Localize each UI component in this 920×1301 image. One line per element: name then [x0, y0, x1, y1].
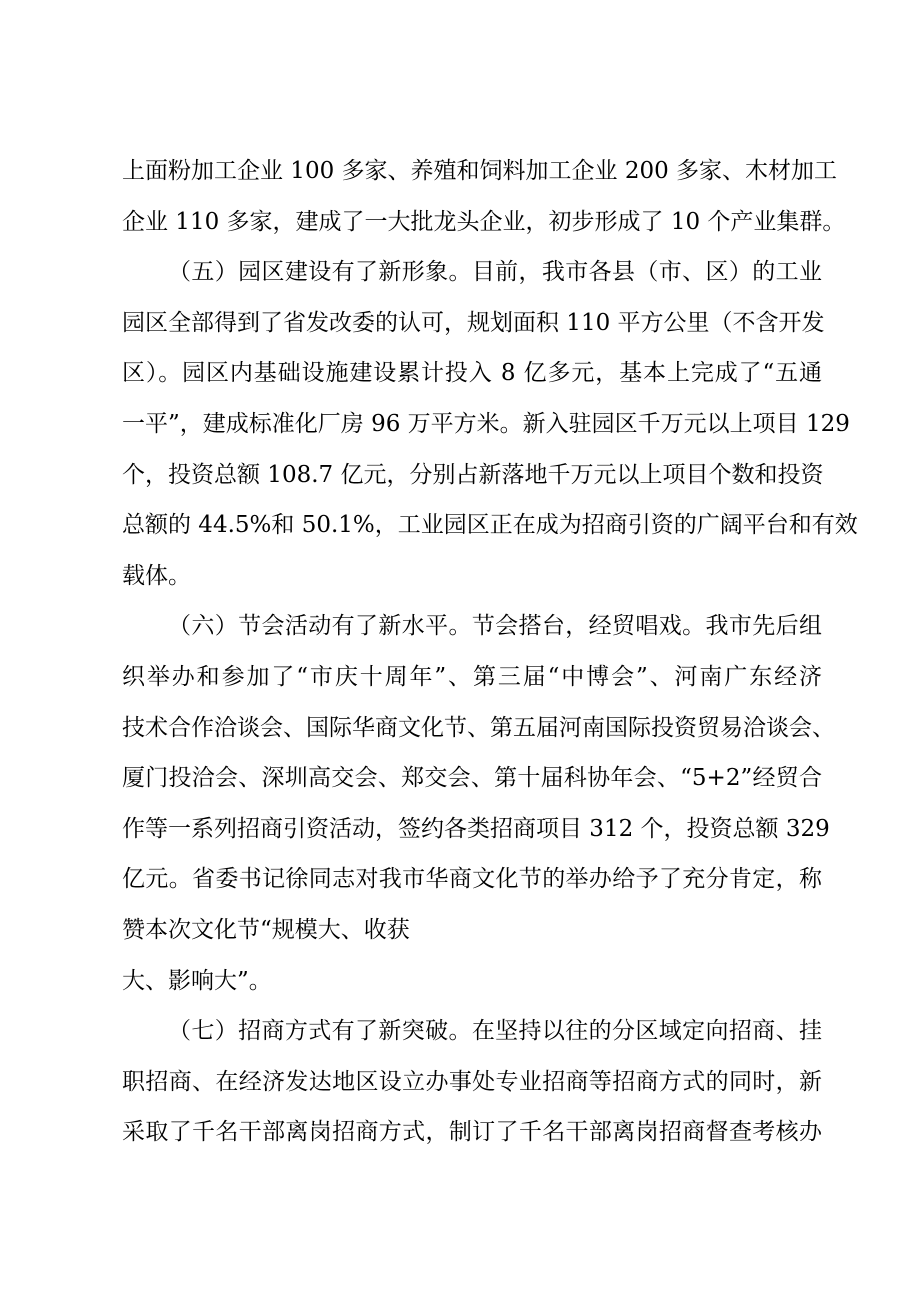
text-line: 厦门投洽会、深圳高交会、郑交会、第十届科协年会、“5+2”经贸合: [122, 765, 822, 792]
text-line: 亿元。省委书记徐同志对我市华商文化节的举办给予了充分肯定，称: [122, 866, 822, 893]
text-line: 一平”，建成标准化厂房 96 万平方米。新入驻园区千万元以上项目 129: [122, 410, 850, 437]
text-line: 织举办和参加了“市庆十周年”、第三届“中博会”、河南广东经济: [122, 663, 822, 690]
paragraph-start-line: （六）节会活动有了新水平。节会搭台，经贸唱戏。我市先后组: [168, 613, 822, 640]
text-line: 采取了千名干部离岗招商方式，制订了千名干部离岗招商督查考核办: [122, 1119, 822, 1146]
text-line: 技术合作洽谈会、国际华商文化节、第五届河南国际投资贸易洽谈会、: [122, 714, 835, 741]
text-line: 职招商、在经济发达地区设立办事处专业招商等招商方式的同时，新: [122, 1068, 822, 1095]
text-line: 总额的 44.5%和 50.1%，工业园区正在成为招商引资的广阔平台和有效: [122, 512, 858, 539]
text-line: 作等一系列招商引资活动，签约各类招商项目 312 个，投资总额 329: [122, 815, 830, 842]
text-line: 赞本次文化节“规模大、收获: [122, 916, 410, 943]
text-line: 载体。: [122, 562, 191, 589]
paragraph-start-line: （七）招商方式有了新突破。在坚持以往的分区域定向招商、挂: [168, 1018, 822, 1045]
body-text: [122, 146, 858, 1158]
text-line: 个，投资总额 108.7 亿元，分别占新落地千万元以上项目个数和投资: [122, 461, 824, 488]
text-line: 园区全部得到了省发改委的认可，规划面积 110 平方公里（不含开发: [122, 309, 825, 336]
text-line: 企业 110 多家，建成了一大批龙头企业，初步形成了 10 个产业集群。: [122, 208, 846, 235]
text-line: 上面粉加工企业 100 多家、养殖和饲料加工企业 200 多家、木材加工: [122, 158, 838, 184]
paragraph-start-line: （五）园区建设有了新形象。目前，我市各县（市、区）的工业: [168, 259, 822, 286]
text-line: 大、影响大”。: [122, 967, 272, 994]
text-line: 区）。园区内基础设施建设累计投入 8 亿多元，基本上完成了“五通: [122, 360, 822, 387]
